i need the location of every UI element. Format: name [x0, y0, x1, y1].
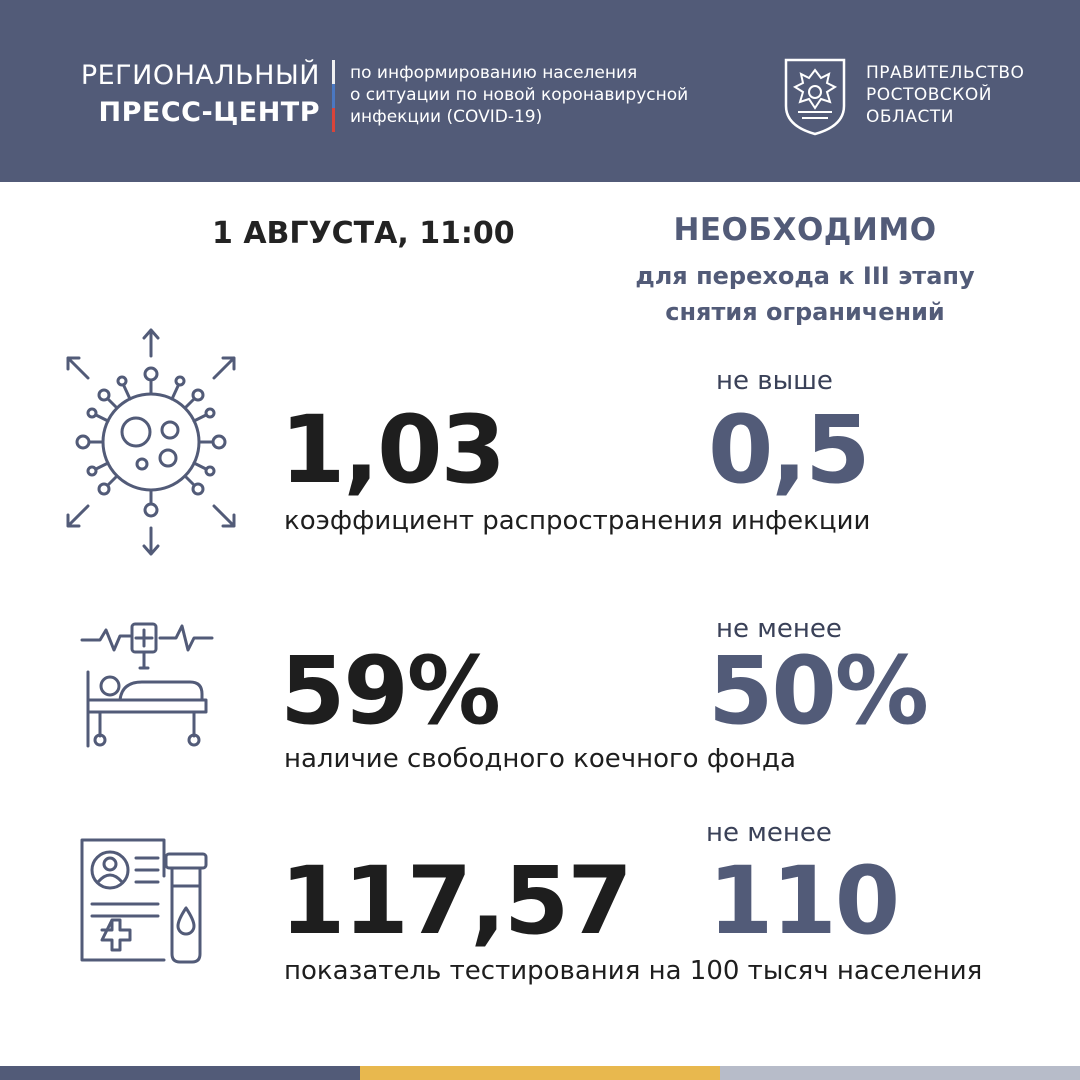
brand-title-line1: РЕГИОНАЛЬНЫЙ	[80, 60, 320, 91]
header-banner	[0, 0, 1080, 182]
coat-of-arms-icon	[780, 56, 850, 136]
hospital-bed-icon	[80, 620, 215, 750]
requirement-subtitle	[600, 258, 1010, 330]
brand-title-line2: ПРЕСС-ЦЕНТР	[98, 97, 320, 128]
free-beds-requirement-value: 50%	[708, 637, 927, 746]
testing-rate-description: показатель тестирования на 100 тысяч населения	[284, 956, 983, 986]
header-description-line: инфекции (COVID-19)	[350, 107, 543, 127]
header-description	[350, 62, 770, 128]
government-name	[866, 62, 1024, 128]
free-beds-requirement-label: не менее	[716, 614, 842, 644]
report-date: 1 АВГУСТА, 11:00	[212, 216, 515, 251]
reproduction-rate-requirement-value: 0,5	[708, 396, 869, 505]
virus-icon	[58, 322, 248, 562]
requirement-title: НЕОБХОДИМО	[673, 212, 937, 248]
testing-rate-requirement-label: не менее	[706, 818, 832, 848]
header-description-line: о ситуации по новой коронавирусной	[350, 85, 689, 105]
reproduction-rate-description: коэффициент распространения инфекции	[284, 506, 871, 536]
reproduction-rate-value: 1,03	[280, 396, 504, 505]
free-beds-description: наличие свободного коечного фонда	[284, 744, 796, 774]
footer-stripe	[0, 1066, 1080, 1080]
free-beds-value: 59%	[280, 637, 499, 746]
reproduction-rate-requirement-label: не выше	[716, 366, 833, 396]
government-name-line: ПРАВИТЕЛЬСТВО	[866, 63, 1025, 83]
requirement-subtitle-line: для перехода к III этапу	[635, 262, 975, 290]
footer-stripe-blue	[0, 1066, 360, 1080]
testing-rate-requirement-value: 110	[708, 847, 899, 956]
government-name-line: ОБЛАСТИ	[866, 107, 954, 127]
requirement-subtitle-line: снятия ограничений	[665, 298, 945, 326]
tricolor-divider	[332, 60, 335, 132]
testing-rate-value: 117,57	[280, 847, 631, 956]
header-description-line: по информированию населения	[350, 63, 638, 83]
footer-stripe-yellow	[360, 1066, 720, 1080]
medical-test-icon	[78, 836, 213, 968]
government-name-line: РОСТОВСКОЙ	[866, 85, 992, 105]
footer-stripe-gray	[720, 1066, 1080, 1080]
